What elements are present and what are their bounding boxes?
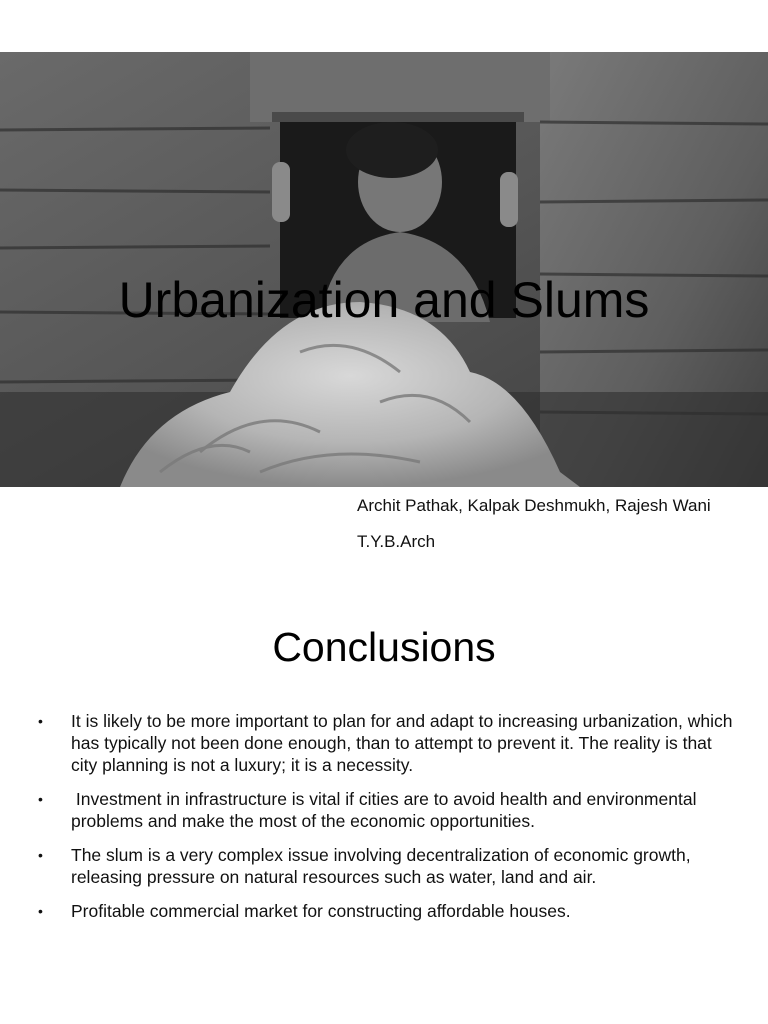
list-item <box>38 710 738 776</box>
slide-title: Urbanization and Slums <box>118 272 650 328</box>
list-item-text: Profitable commercial market for constructing affordable houses. <box>71 901 571 921</box>
conclusions-title: Conclusions <box>272 624 496 670</box>
bullet-icon: • <box>38 903 43 919</box>
authors-line: Archit Pathak, Kalpak Deshmukh, Rajesh Wani <box>357 496 711 515</box>
bullet-icon: • <box>38 791 43 807</box>
title-slide-photo <box>0 52 768 487</box>
conclusions-list <box>38 710 738 934</box>
list-item <box>38 900 738 922</box>
list-item-text: Investment in infrastructure is vital if cities are to avoid health and environmental problems and make the most of the economic opportunities. <box>71 789 702 831</box>
bullet-icon: • <box>38 847 43 863</box>
list-item <box>38 788 738 832</box>
list-item-text: The slum is a very complex issue involving decentralization of economic growth, releasing pressure on natural resources such as water, land and air. <box>71 845 691 887</box>
bullet-icon: • <box>38 713 43 729</box>
page-top-margin <box>0 0 768 52</box>
list-item <box>38 844 738 888</box>
course-line: T.Y.B.Arch <box>357 532 436 551</box>
list-item-text: It is likely to be more important to plan for and adapt to increasing urbanization, which has typically not been done enough, than to attempt to prevent it. The reality is that city planning is not a luxury; it is a necessity. <box>71 711 733 775</box>
